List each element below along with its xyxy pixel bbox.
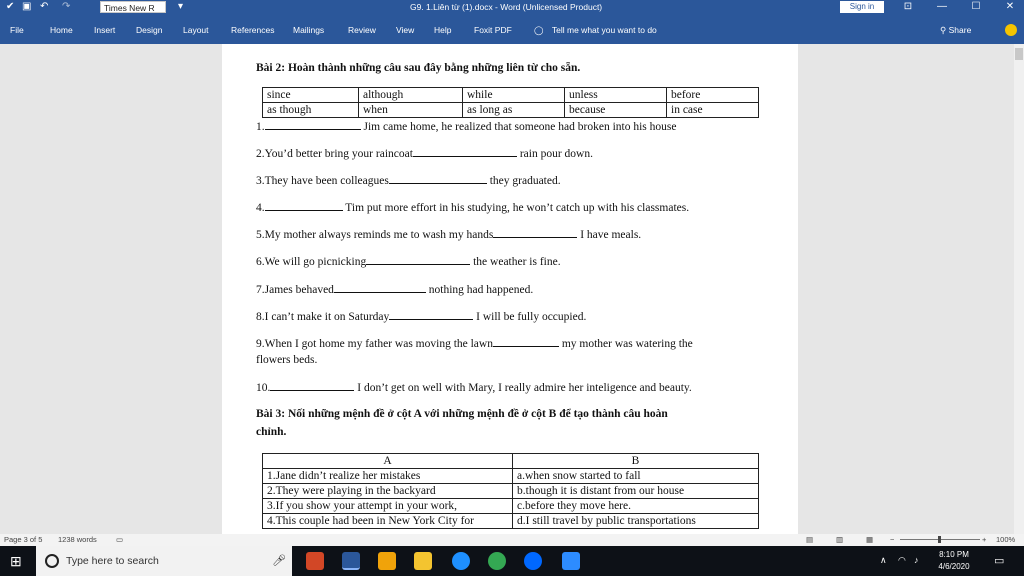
volume-icon[interactable]: ♪	[914, 555, 919, 565]
zalo-icon[interactable]	[524, 552, 542, 570]
bai3-heading-line2: chỉnh.	[256, 426, 287, 438]
zoom-app-icon[interactable]	[562, 552, 580, 570]
match-cell-b: d.I still travel by public transportations	[513, 514, 759, 529]
blank-5[interactable]	[493, 228, 577, 238]
title-bar	[0, 0, 1024, 14]
system-clock[interactable]	[934, 549, 974, 573]
question-7: 7.James behaved nothing had happened.	[256, 284, 534, 296]
document-title: G9. 1.Liên từ (1).docx - Word (Unlicensed Product)	[410, 2, 603, 12]
taskbar	[0, 546, 1024, 576]
word-bank-cell: as though	[263, 103, 359, 118]
chrome-icon[interactable]	[488, 552, 506, 570]
table-row	[263, 484, 759, 499]
font-name-box[interactable]: Times New R	[100, 1, 166, 13]
tab-view[interactable]: View	[396, 25, 415, 35]
tab-mailings[interactable]: Mailings	[293, 25, 325, 35]
tab-design[interactable]: Design	[136, 25, 163, 35]
sign-in-button[interactable]: Sign in	[840, 1, 884, 13]
blank-6[interactable]	[366, 255, 470, 265]
share-label: Share	[948, 25, 972, 35]
question-9-continued: flowers beds.	[256, 354, 318, 366]
search-placeholder: Type here to search	[66, 555, 159, 567]
person-icon: ⚲	[940, 25, 947, 35]
word-bank-cell: since	[263, 88, 359, 103]
status-bar	[0, 534, 1024, 546]
question-10: 10. I don’t get on well with Mary, I really admire her inteligence and beauty.	[256, 382, 692, 394]
edge-icon[interactable]	[452, 552, 470, 570]
question-1: 1. Jim came home, he realized that someone had broken into his house	[256, 121, 677, 133]
blank-9[interactable]	[493, 337, 559, 347]
ribbon-display-icon[interactable]: ⊡	[903, 1, 913, 12]
tab-file[interactable]: File	[10, 25, 24, 35]
table-row	[263, 103, 759, 118]
bai3-heading: Bài 3: Nối những mệnh đề ở cột A với những mệnh đề ở cột B để tạo thành câu hoàn	[256, 408, 668, 420]
tab-review[interactable]: Review	[348, 25, 376, 35]
word-bank-cell: as long as	[463, 103, 565, 118]
print-layout-icon[interactable]: ▥	[836, 535, 844, 544]
zoom-out-icon[interactable]: −	[890, 535, 895, 544]
taskbar-search-box[interactable]	[36, 546, 292, 576]
tell-me-search[interactable]	[534, 14, 657, 46]
clock-date: 4/6/2020	[938, 562, 970, 571]
zoom-level[interactable]: 100%	[996, 535, 1016, 544]
word-bank-cell: before	[667, 88, 759, 103]
minimize-icon[interactable]: —	[937, 1, 947, 12]
blank-4[interactable]	[265, 201, 343, 211]
table-row	[263, 499, 759, 514]
document-area	[0, 44, 1024, 534]
notifications-icon[interactable]: ▭	[994, 555, 1005, 567]
document-page[interactable]	[222, 44, 798, 534]
file-explorer-icon[interactable]	[414, 552, 432, 570]
column-a-header: A	[263, 454, 513, 469]
match-cell-a: 1.Jane didn’t realize her mistakes	[263, 469, 513, 484]
tell-me-label: Tell me what you want to do	[551, 25, 657, 35]
match-cell-b: c.before they move here.	[513, 499, 759, 514]
question-2: 2.You’d better bring your raincoat rain pour down.	[256, 148, 593, 160]
match-cell-b: b.though it is distant from our house	[513, 484, 759, 499]
feedback-smiley-icon[interactable]	[1005, 24, 1017, 36]
word-bank-cell: when	[359, 103, 463, 118]
show-hidden-icons-icon[interactable]: ∧	[880, 555, 887, 565]
question-5: 5.My mother always reminds me to wash my hands I have meals.	[256, 229, 642, 241]
redo-icon[interactable]: ↷	[62, 1, 71, 12]
customize-toolbar-icon[interactable]: ▾	[178, 1, 184, 12]
table-row	[263, 469, 759, 484]
column-b-header: B	[513, 454, 759, 469]
blank-10[interactable]	[270, 381, 354, 391]
blank-3[interactable]	[389, 174, 487, 184]
read-mode-icon[interactable]: ▤	[806, 535, 814, 544]
ribbon-tabs	[0, 14, 1024, 44]
word-bank-cell: because	[565, 103, 667, 118]
page-count[interactable]: Page 3 of 5	[4, 535, 43, 544]
tab-references[interactable]: References	[231, 25, 275, 35]
question-9: 9.When I got home my father was moving the lawn my mother was watering the	[256, 338, 693, 350]
undo-icon[interactable]: ↶	[40, 1, 49, 12]
share-button[interactable]	[940, 14, 971, 46]
tab-help[interactable]: Help	[434, 25, 452, 35]
blank-7[interactable]	[334, 283, 426, 293]
tab-home[interactable]: Home	[50, 25, 73, 35]
maximize-icon[interactable]: ☐	[971, 1, 981, 12]
match-cell-a: 4.This couple had been in New York City for	[263, 514, 513, 529]
question-4: 4. Tim put more effort in his studying, he won’t catch up with his classmates.	[256, 202, 690, 214]
word-bank-cell: although	[359, 88, 463, 103]
word-bank-cell: in case	[667, 103, 759, 118]
windows-start-icon[interactable]: ⊞	[10, 553, 22, 569]
blank-8[interactable]	[389, 310, 473, 320]
table-row	[263, 454, 759, 469]
question-3: 3.They have been colleagues they graduated.	[256, 175, 561, 187]
powerpoint-icon[interactable]	[306, 552, 324, 570]
word-count[interactable]: 1238 words	[58, 535, 97, 544]
table-row	[263, 514, 759, 529]
close-icon[interactable]: ✕	[1005, 1, 1015, 12]
lightbulb-icon: ◯	[534, 25, 544, 35]
store-icon[interactable]	[378, 552, 396, 570]
question-8: 8.I can’t make it on Saturday I will be fully occupied.	[256, 311, 587, 323]
web-layout-icon[interactable]: ▦	[866, 535, 874, 544]
match-cell-a: 2.They were playing in the backyard	[263, 484, 513, 499]
zoom-slider-thumb[interactable]	[938, 536, 941, 543]
scrollbar-thumb[interactable]	[1015, 48, 1023, 60]
blank-2[interactable]	[413, 147, 517, 157]
vertical-scrollbar[interactable]	[1014, 44, 1024, 534]
question-6: 6.We will go picnicking the weather is fine.	[256, 256, 561, 268]
cortana-icon	[45, 554, 59, 568]
microphone-icon[interactable]: 🎤︎	[272, 555, 286, 567]
word-bank-cell: unless	[565, 88, 667, 103]
clock-time: 8:10 PM	[939, 550, 969, 559]
blank-1[interactable]	[265, 120, 361, 130]
matching-table	[262, 453, 759, 529]
autosave-icon[interactable]: ✔	[6, 1, 15, 12]
table-row	[263, 88, 759, 103]
tab-layout[interactable]: Layout	[183, 25, 209, 35]
match-cell-a: 3.If you show your attempt in your work,	[263, 499, 513, 514]
word-bank-cell: while	[463, 88, 565, 103]
network-icon[interactable]: ◠	[898, 555, 906, 565]
tab-foxit-pdf[interactable]: Foxit PDF	[474, 25, 512, 35]
proofing-icon[interactable]: ▭	[116, 535, 124, 544]
word-bank-table	[262, 87, 759, 118]
match-cell-b: a.when snow started to fall	[513, 469, 759, 484]
bai2-heading: Bài 2: Hoàn thành những câu sau đây bằng những liên từ cho sẵn.	[256, 62, 581, 74]
word-icon[interactable]	[342, 552, 360, 570]
zoom-in-icon[interactable]: +	[982, 535, 987, 544]
tab-insert[interactable]: Insert	[94, 25, 116, 35]
save-icon[interactable]: ▣	[22, 1, 32, 12]
